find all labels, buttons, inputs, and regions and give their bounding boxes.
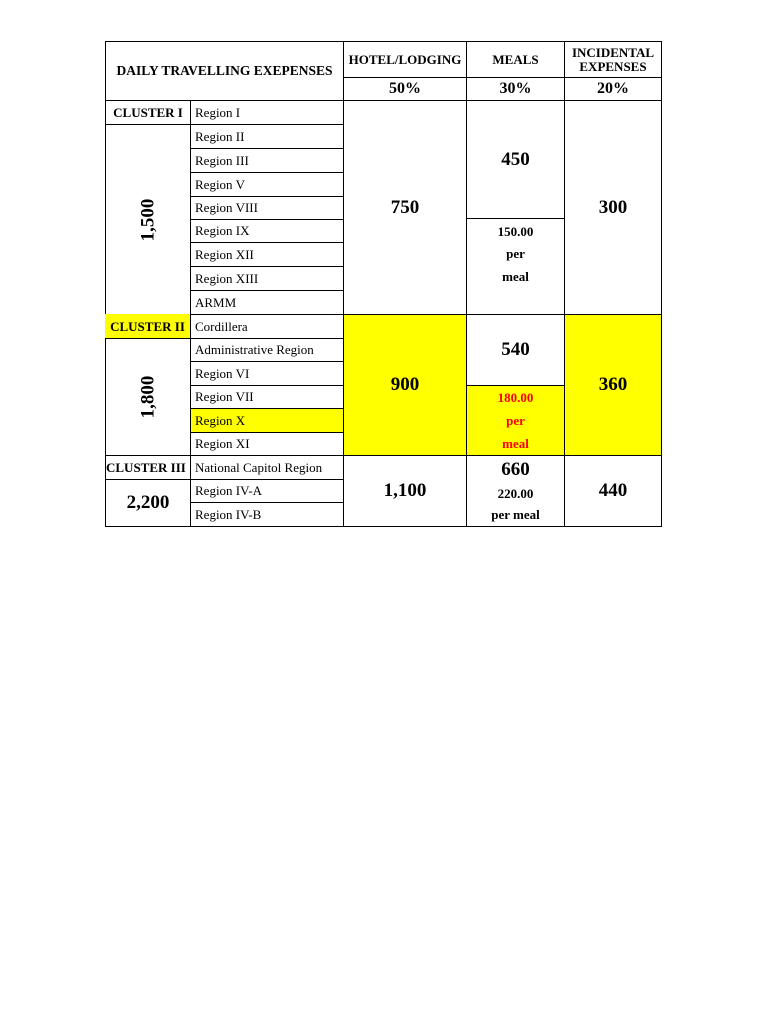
region-cell: Administrative Region	[190, 338, 344, 362]
incidental-percent: 20%	[564, 77, 662, 101]
cluster-label: CLUSTER I	[105, 100, 191, 125]
hotel-value: 900	[343, 314, 467, 456]
hotel-percent: 50%	[343, 77, 467, 101]
per-meal-value: 220.00	[497, 485, 534, 501]
incidental-value: 300	[564, 100, 662, 315]
region-cell: Region VIII	[190, 196, 344, 220]
region-cell: National Capitol Region	[190, 455, 344, 480]
hotel-value: 750	[343, 100, 467, 315]
region-cell: Region II	[190, 124, 344, 149]
hotel-value: 1,100	[343, 455, 467, 527]
cluster-total: 2,200	[105, 479, 191, 527]
region-cell: Region I	[190, 100, 344, 125]
meals-value: 660	[501, 458, 530, 480]
per-meal-cell: 150.00 per meal	[466, 218, 565, 315]
table-title: DAILY TRAVELLING EXEPENSES	[116, 63, 333, 78]
hotel-header: HOTEL/LODGING	[343, 41, 467, 78]
incidental-value: 360	[564, 314, 662, 456]
meals-header: MEALS	[466, 41, 565, 78]
cluster-label: CLUSTER III	[105, 455, 191, 480]
meals-percent: 30%	[466, 77, 565, 101]
table-title-cell	[105, 41, 344, 101]
region-cell: Region IX	[190, 219, 344, 243]
cluster-total: 1,800	[105, 338, 191, 456]
region-cell: Region XI	[190, 432, 344, 456]
meals-value: 450	[466, 100, 565, 219]
region-cell: Region IV-B	[190, 502, 344, 527]
incidental-header: INCIDENTAL EXPENSES	[564, 41, 662, 78]
cluster-total: 1,500	[105, 124, 191, 315]
meals-value: 540	[466, 314, 565, 386]
incidental-value: 440	[564, 455, 662, 527]
region-cell: Region V	[190, 172, 344, 197]
region-cell: Region XIII	[190, 266, 344, 291]
region-cell: ARMM	[190, 290, 344, 315]
region-cell: Region VII	[190, 385, 344, 409]
region-cell: Region IV-A	[190, 479, 344, 503]
region-cell: Region VI	[190, 361, 344, 386]
cluster-label: CLUSTER II	[105, 314, 191, 339]
region-cell: Region III	[190, 148, 344, 173]
region-cell: Region XII	[190, 242, 344, 267]
region-cell: Region X	[190, 408, 344, 433]
per-meal-text: per meal	[491, 507, 540, 523]
per-meal-cell: 180.00 per meal	[466, 385, 565, 456]
region-cell: Cordillera	[190, 314, 344, 339]
meals-per-meal-cell	[466, 455, 565, 527]
